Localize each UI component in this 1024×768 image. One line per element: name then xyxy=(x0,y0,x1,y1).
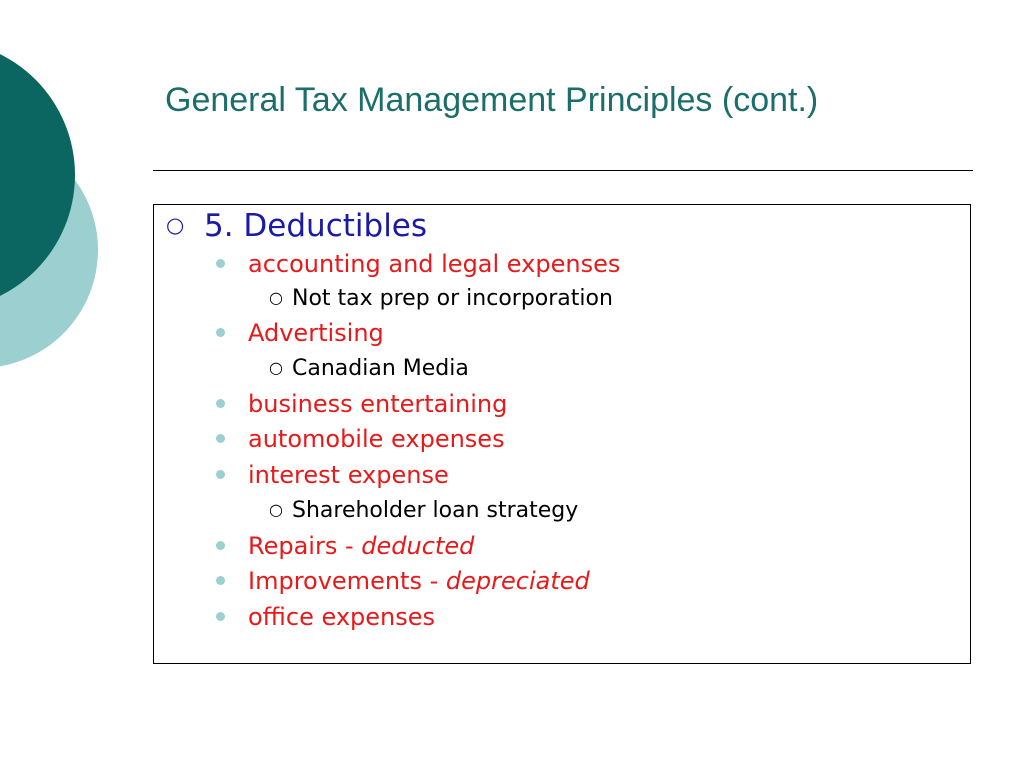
list-item-label: accounting and legal expenses xyxy=(248,250,621,278)
list-item-advertising xyxy=(216,317,384,349)
list-item-emphasis: deducted xyxy=(361,532,475,560)
hollow-circle-bullet-icon: ○ xyxy=(269,358,283,377)
hollow-circle-bullet-icon: ○ xyxy=(269,288,283,307)
content-box xyxy=(153,204,971,664)
list-item-emphasis: depreciated xyxy=(445,567,590,595)
list-item-label: automobile expenses xyxy=(248,425,505,453)
decorative-circles xyxy=(0,0,120,420)
list-item-office xyxy=(216,601,435,633)
sub-item-label: Not tax prep or incorporation xyxy=(292,286,613,311)
hollow-circle-bullet-icon: ○ xyxy=(269,500,283,519)
filled-dot-bullet-icon xyxy=(216,576,225,585)
list-item-label: interest expense xyxy=(248,461,449,489)
filled-dot-bullet-icon xyxy=(216,259,225,268)
list-item-interest xyxy=(216,459,449,491)
list-item-label: office expenses xyxy=(248,603,436,631)
filled-dot-bullet-icon xyxy=(216,434,225,443)
list-item-label: Improvements - xyxy=(248,567,446,595)
list-item-automobile xyxy=(216,423,505,455)
sub-item-label: Shareholder loan strategy xyxy=(292,498,579,523)
filled-dot-bullet-icon xyxy=(216,470,225,479)
hollow-circle-bullet-icon: ○ xyxy=(166,213,185,237)
title-underline xyxy=(153,170,973,171)
list-item-label: Repairs - xyxy=(248,532,362,560)
list-item-label: business entertaining xyxy=(248,390,508,418)
section-heading: 5. Deductibles xyxy=(204,208,428,244)
list-item-label: Advertising xyxy=(248,319,384,347)
filled-dot-bullet-icon xyxy=(216,399,225,408)
filled-dot-bullet-icon xyxy=(216,328,225,337)
sub-item-tax-prep xyxy=(269,283,613,314)
filled-dot-bullet-icon xyxy=(216,541,225,550)
section-heading-line xyxy=(166,205,427,246)
slide-title: General Tax Management Principles (cont.) xyxy=(165,81,819,119)
sub-item-canadian-media xyxy=(269,353,469,384)
filled-dot-bullet-icon xyxy=(216,612,225,621)
list-item-repairs xyxy=(216,530,474,562)
sub-item-label: Canadian Media xyxy=(292,356,469,381)
sub-item-shareholder-loan xyxy=(269,495,578,526)
list-item-accounting xyxy=(216,248,620,280)
list-item-improvements xyxy=(216,565,590,597)
list-item-entertaining xyxy=(216,388,507,420)
